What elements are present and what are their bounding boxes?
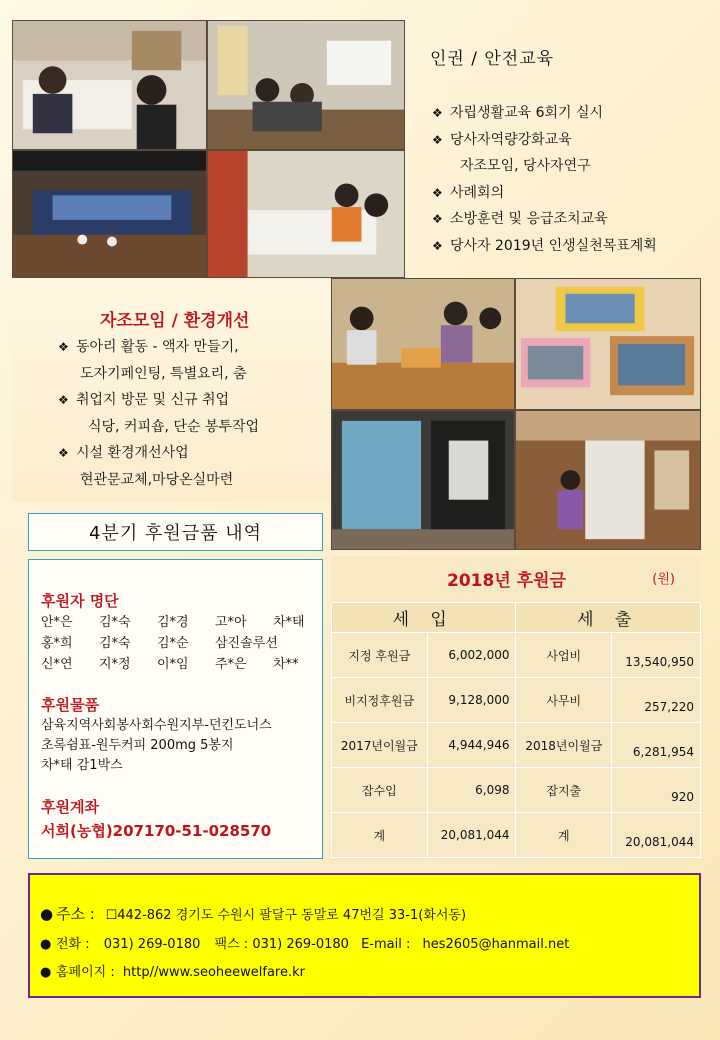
goods-item: 차*태 감1박스 <box>41 758 123 773</box>
donor-name: 홍*희 <box>41 636 73 651</box>
diamond-bullet-icon: ❖ <box>58 340 69 354</box>
income-value: 6,002,000 <box>427 633 516 678</box>
education-item: 자조모임, 당사자연구 <box>460 158 591 174</box>
diamond-bullet-icon: ❖ <box>58 446 69 460</box>
donor-row <box>41 612 331 633</box>
homepage-line <box>40 961 305 980</box>
diamond-bullet-icon: ❖ <box>58 393 69 407</box>
budget-unit: (원) <box>652 572 675 587</box>
account-title: 후원계좌 <box>41 798 99 816</box>
table-row <box>332 768 701 813</box>
income-value: 9,128,000 <box>427 678 516 723</box>
budget-table <box>331 602 701 858</box>
diamond-bullet-icon: ❖ <box>432 106 443 120</box>
income-value: 20,081,044 <box>427 813 516 858</box>
expense-label: 계 <box>516 813 612 858</box>
income-label: 지정 후원금 <box>332 633 428 678</box>
budget-panel <box>331 556 701 861</box>
diamond-bullet-icon: ❖ <box>432 132 443 147</box>
donor-name: 삼진솔루션 <box>215 636 278 651</box>
income-label: 잡수입 <box>332 768 428 813</box>
income-label: 비지정후원금 <box>332 678 428 723</box>
photo-frame-making <box>331 278 515 410</box>
table-row <box>332 723 701 768</box>
education-item: ❖ 당사자 2019년 인생실천목표계획 <box>432 233 657 260</box>
expense-value: 6,281,954 <box>612 723 701 768</box>
photo-picture-frames <box>515 278 701 410</box>
address-text: 442-862 경기도 수원시 팔달구 동말로 47번길 33-1(화서동) <box>117 908 467 923</box>
income-header: 세 입 <box>332 603 516 633</box>
account-number: 서희(농협)207170-51-028570 <box>41 822 272 840</box>
diamond-bullet-icon: ❖ <box>432 238 443 253</box>
expense-value: 920 <box>612 768 701 813</box>
q4-donation-header: 4분기 후원금품 내역 <box>28 513 323 551</box>
bullet-icon: ● <box>40 937 52 952</box>
self-help-list <box>58 334 259 493</box>
education-item: ❖ 자립생활교육 6회기 실시 <box>432 100 657 127</box>
donor-name: 차** <box>273 657 299 672</box>
email-label: E-mail : <box>361 937 411 952</box>
donor-name: 김*경 <box>157 615 189 630</box>
self-help-item: 도자기페인팅, 특별요리, 춤 <box>80 365 247 382</box>
income-value: 4,944,946 <box>427 723 516 768</box>
contact-panel <box>28 873 701 998</box>
homepage-label: 홈페이지 : <box>56 965 115 980</box>
photo-auditorium-stage <box>12 150 207 278</box>
donor-name: 지*정 <box>99 657 131 672</box>
income-label: 2017년이월금 <box>332 723 428 768</box>
goods-title: 후원물품 <box>41 696 99 714</box>
self-help-item: ❖ 시설 환경개선사업 <box>58 440 259 467</box>
phone-number: 031) 269-0180 <box>103 937 201 952</box>
donor-name: 고*아 <box>215 615 247 630</box>
fax-label: 팩스 : <box>214 937 249 952</box>
donor-name: 안*은 <box>41 615 73 630</box>
self-help-item: 식당, 커피숍, 단순 봉투작업 <box>88 418 260 435</box>
phone-line <box>40 933 569 952</box>
donor-list <box>41 612 331 675</box>
fax-number: 031) 269-0180 <box>252 937 349 952</box>
goods-item: 삼육지역사회봉사회수원지부-던킨도너스 <box>41 718 272 733</box>
donor-name: 주*은 <box>215 657 247 672</box>
donor-name: 김*순 <box>157 636 189 651</box>
address-line: ● 주소 : ☐442-862 경기도 수원시 팔달구 동말로 47번길 33-1(화서동) <box>40 905 467 923</box>
self-help-title: 자조모임 / 환경개선 <box>100 311 250 331</box>
expense-label: 잡지출 <box>516 768 612 813</box>
self-help-item: ❖ 동아리 활동 - 액자 만들기, <box>58 334 259 361</box>
budget-title: 2018년 후원금 <box>447 571 566 591</box>
donor-row <box>41 633 331 654</box>
mailbox-icon: ☐ <box>105 908 118 923</box>
phone-label: 전화 : <box>56 937 90 952</box>
donors-title: 후원자 명단 <box>41 592 119 610</box>
expense-label: 사무비 <box>516 678 612 723</box>
bullet-icon: ● <box>40 965 52 980</box>
income-value: 6,098 <box>427 768 516 813</box>
photo-meeting-table <box>207 150 405 278</box>
education-list <box>432 100 657 259</box>
education-item: ❖ 사례회의 <box>432 180 657 207</box>
education-item: ❖ 소방훈련 및 응급조치교육 <box>432 206 657 233</box>
donor-name: 김*숙 <box>99 636 131 651</box>
education-title: 인권 / 안전교육 <box>430 49 555 69</box>
goods-item: 초록쉼표-원두커피 200mg 5봉지 <box>41 738 234 753</box>
donor-name: 이*임 <box>157 657 189 672</box>
self-help-item: ❖ 취업지 방문 및 신규 취업 <box>58 387 259 414</box>
table-row <box>332 633 701 678</box>
expense-header: 세 출 <box>516 603 701 633</box>
donor-name: 차*태 <box>273 615 305 630</box>
homepage-link[interactable]: http//www.seoheewelfare.kr <box>122 965 305 980</box>
photo-new-entrance-door <box>331 410 515 550</box>
expense-label: 사업비 <box>516 633 612 678</box>
donor-panel <box>28 559 323 859</box>
donor-row <box>41 654 331 675</box>
photo-seminar-room <box>207 20 405 150</box>
table-row <box>332 678 701 723</box>
table-row <box>332 813 701 858</box>
photo-greenhouse <box>515 410 701 550</box>
photo-education-class <box>12 20 207 150</box>
donor-name: 김*숙 <box>99 615 131 630</box>
expense-value: 13,540,950 <box>612 633 701 678</box>
expense-label: 2018년이월금 <box>516 723 612 768</box>
expense-value: 20,081,044 <box>612 813 701 858</box>
donor-name: 신*연 <box>41 657 73 672</box>
self-help-item: 현관문교체,마당온실마련 <box>80 471 234 488</box>
education-item: ❖ 당사자역량강화교육 <box>432 127 657 154</box>
diamond-bullet-icon: ❖ <box>432 185 443 200</box>
email-address[interactable]: hes2605@hanmail.net <box>422 937 570 952</box>
diamond-bullet-icon: ❖ <box>432 212 443 226</box>
goods-list <box>41 716 272 776</box>
expense-value: 257,220 <box>612 678 701 723</box>
bullet-icon: ● <box>40 905 54 923</box>
income-label: 계 <box>332 813 428 858</box>
